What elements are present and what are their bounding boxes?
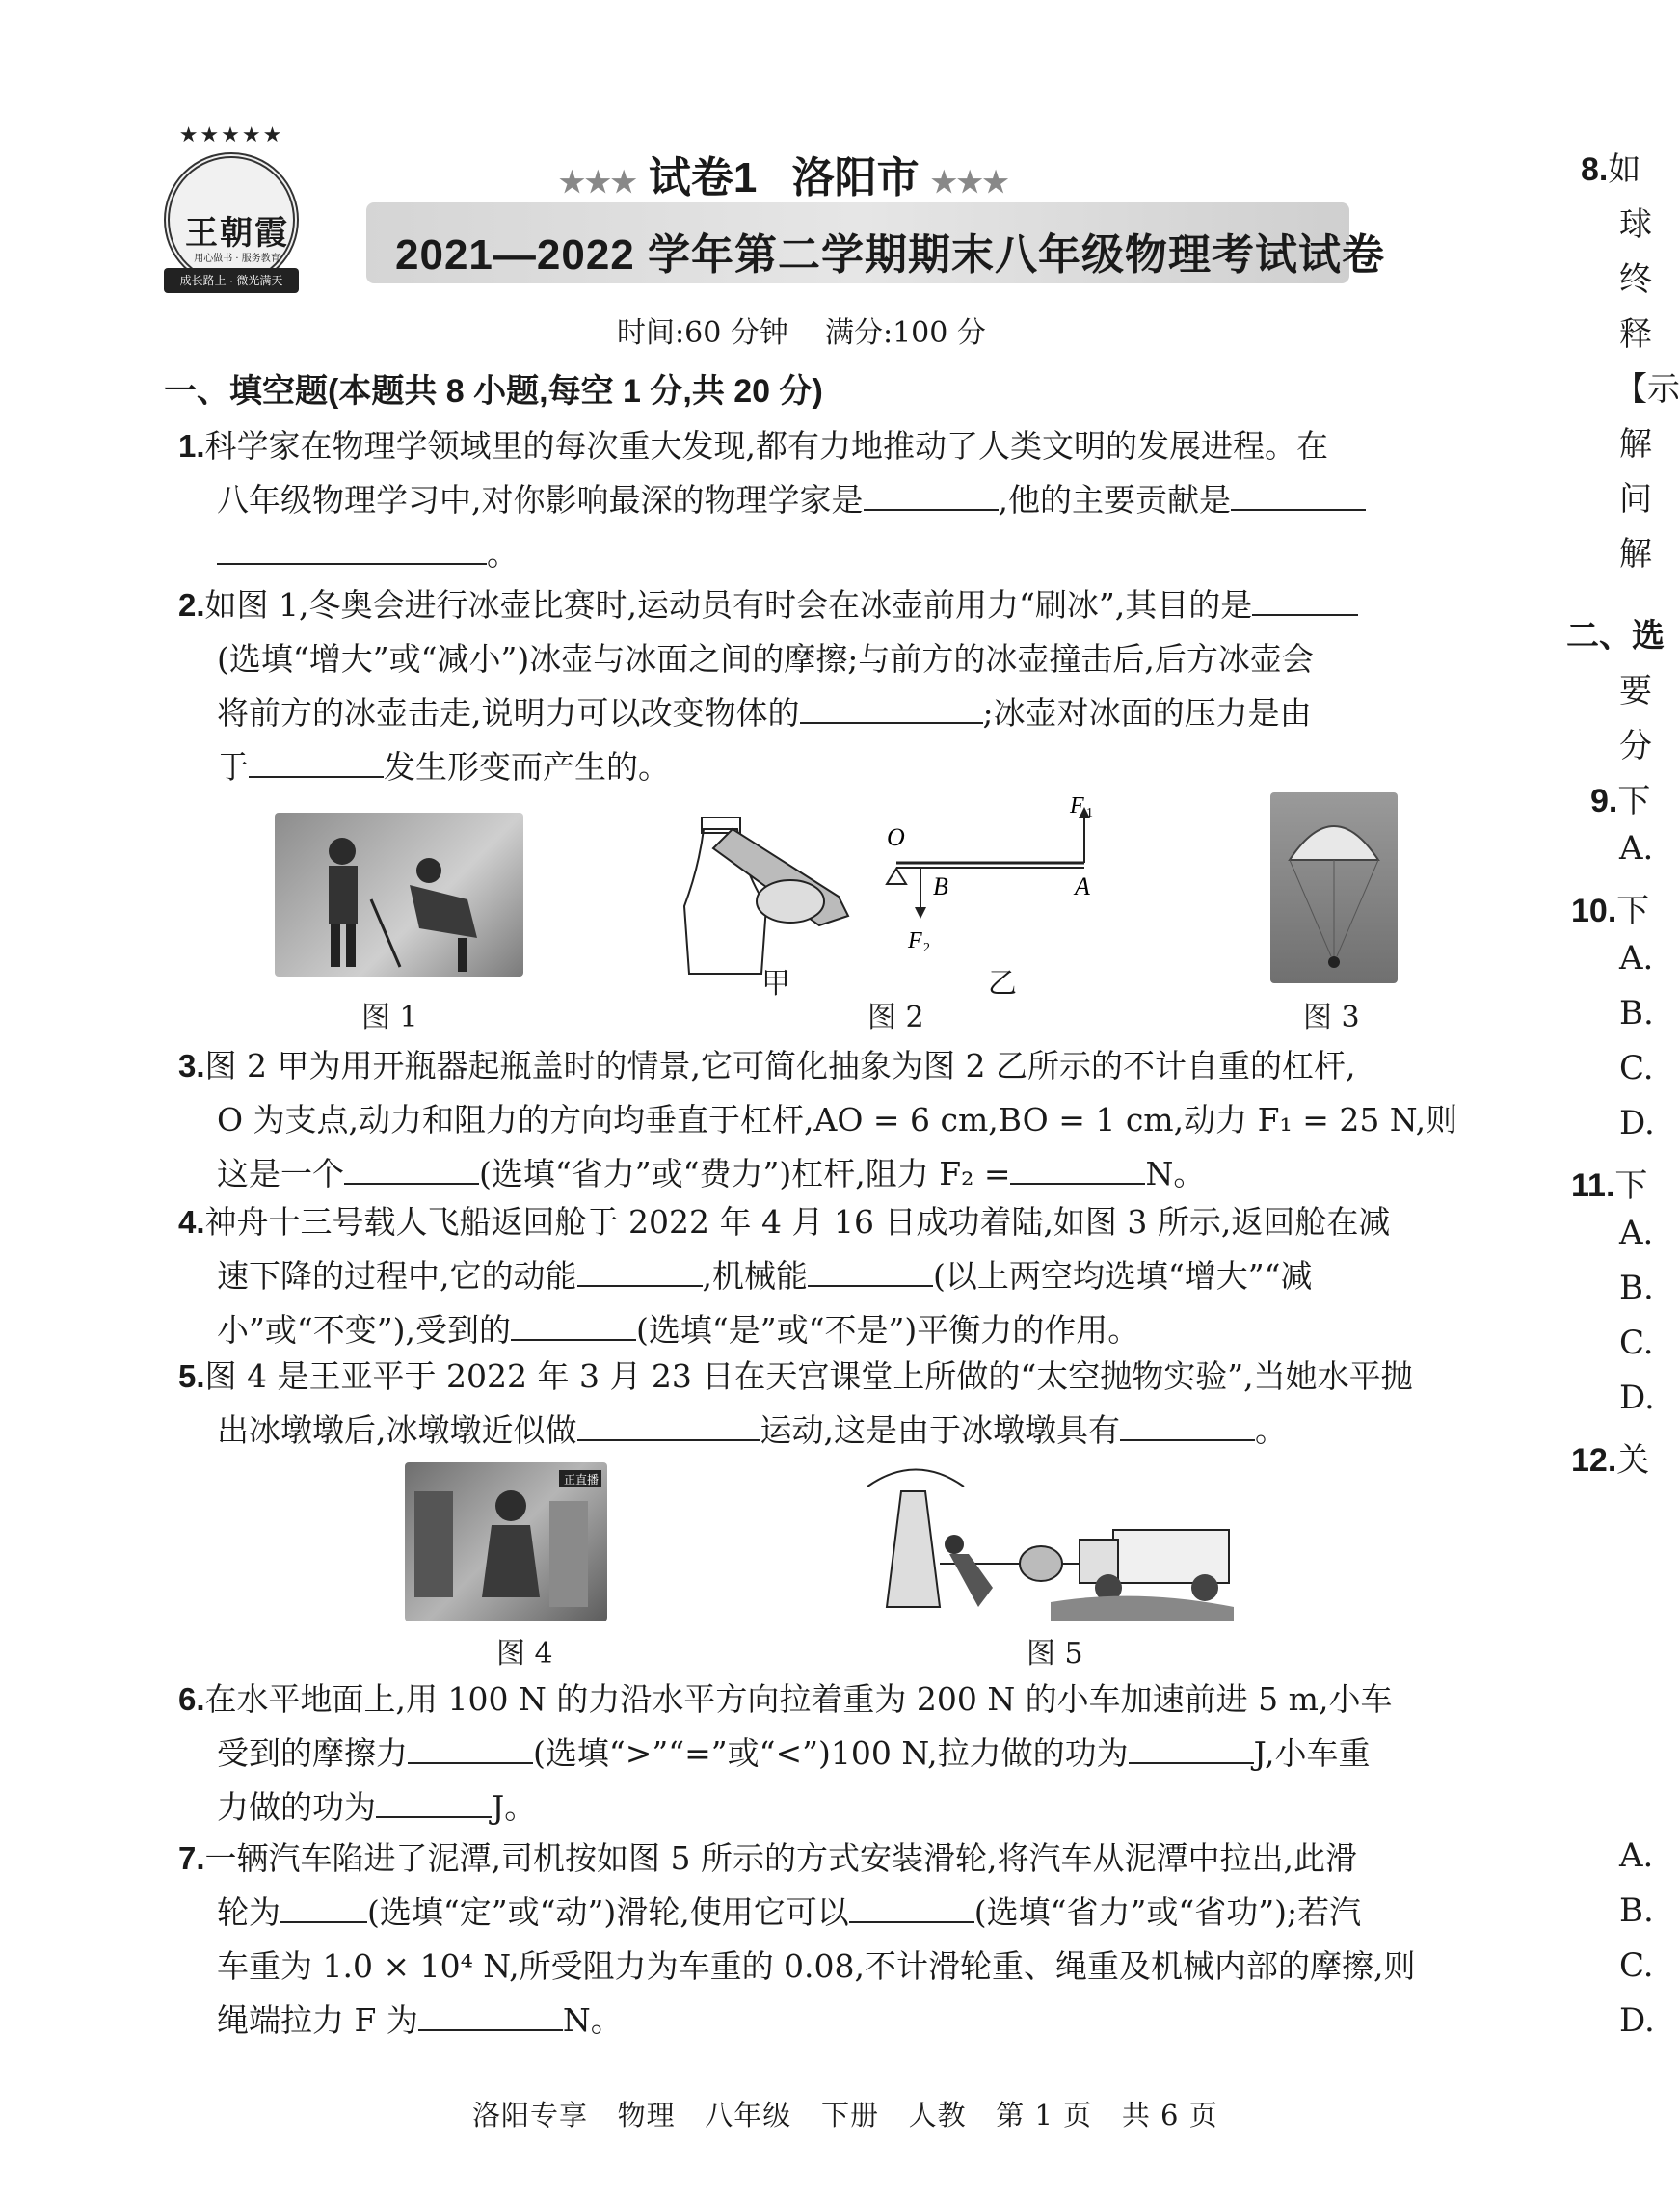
lever-label-b: B bbox=[933, 872, 948, 900]
answer-blank[interactable] bbox=[800, 695, 983, 724]
question-text: (选填“省力”或“费力”)杠杆,阻力 F₂ = bbox=[479, 1155, 1011, 1192]
right-line: 问 bbox=[1619, 480, 1652, 519]
answer-blank[interactable] bbox=[344, 1156, 479, 1185]
question-text: 。 bbox=[1255, 1411, 1287, 1449]
right-q11 bbox=[1571, 1159, 1647, 1206]
question-text: O 为支点,动力和阻力的方向均垂直于杠杆,AO = 6 cm,BO = 1 cm,动力 F₁ = 25 N,则 bbox=[217, 1101, 1458, 1139]
logo-stars: ★★★★★ bbox=[178, 123, 284, 147]
question-3 bbox=[178, 1039, 1460, 1201]
answer-blank[interactable] bbox=[249, 749, 384, 778]
exam-time-info: 时间:60 分钟 满分:100 分 bbox=[617, 316, 986, 350]
lever-label-f1: F bbox=[1070, 793, 1084, 818]
right-option: D. bbox=[1619, 1104, 1655, 1142]
right-option: A. bbox=[1619, 1214, 1654, 1252]
answer-blank[interactable] bbox=[511, 1312, 636, 1341]
answer-blank[interactable] bbox=[1252, 587, 1358, 616]
question-text: 轮为 bbox=[217, 1893, 280, 1931]
answer-blank[interactable] bbox=[1010, 1156, 1145, 1185]
question-text: ,他的主要贡献是 bbox=[998, 481, 1231, 519]
right-line: 终 bbox=[1619, 260, 1652, 299]
right-line: 球 bbox=[1619, 205, 1652, 244]
question-text: 下 bbox=[1617, 782, 1651, 820]
question-number: 5. bbox=[178, 1358, 205, 1394]
question-number: 3. bbox=[178, 1048, 205, 1084]
answer-blank[interactable] bbox=[376, 1789, 492, 1818]
page-footer: 洛阳专享 物理 八年级 下册 人教 第 1 页 共 6 页 bbox=[472, 2099, 1218, 2131]
right-option: B. bbox=[1619, 994, 1654, 1032]
question-number: 12. bbox=[1571, 1442, 1617, 1479]
right-option: C. bbox=[1619, 1049, 1654, 1087]
paper-city: 洛阳市 bbox=[791, 154, 920, 201]
question-5 bbox=[178, 1350, 1460, 1458]
question-text: 一辆汽车陷进了泥潭,司机按如图 5 所示的方式安装滑轮,将汽车从泥潭中拉出,此滑 bbox=[204, 1839, 1357, 1877]
question-2 bbox=[178, 578, 1460, 794]
question-text: (选填“增大”或“减小”)冰壶与冰面之间的摩擦;与前方的冰壶撞击后,后方冰壶会 bbox=[217, 640, 1314, 678]
figure-2-caption: 图 2 bbox=[867, 1001, 924, 1034]
question-text: 。 bbox=[487, 535, 519, 573]
question-number: 4. bbox=[178, 1204, 205, 1240]
question-text: 图 2 甲为用开瓶器起瓶盖时的情景,它可简化抽象为图 2 乙所示的不计自重的杠杆, bbox=[204, 1047, 1356, 1085]
question-7 bbox=[178, 1832, 1460, 2048]
figure-3-parachute-photo bbox=[1270, 792, 1398, 983]
right-section-2: 二、选 bbox=[1566, 618, 1665, 655]
figure-5-caption: 图 5 bbox=[1027, 1637, 1083, 1671]
answer-blank[interactable] bbox=[1120, 1412, 1255, 1441]
logo-name: 王朝霞 bbox=[185, 214, 289, 253]
question-text: (选填“是”或“不是”)平衡力的作用。 bbox=[635, 1311, 1140, 1349]
right-option: D. bbox=[1619, 1379, 1655, 1417]
question-text: (选填“定”或“动”)滑轮,使用它可以 bbox=[367, 1893, 849, 1931]
question-6 bbox=[178, 1673, 1460, 1835]
question-1 bbox=[178, 419, 1460, 581]
section-title-fill-blank: 一、填空题(本题共 8 小题,每空 1 分,共 20 分) bbox=[164, 373, 823, 410]
answer-blank[interactable] bbox=[577, 1258, 703, 1287]
question-text: 在水平地面上,用 100 N 的力沿水平方向拉着重为 200 N 的小车加速前进 5 m,小车 bbox=[204, 1680, 1393, 1718]
logo-slogan: 用心做书 · 服务教育 bbox=[194, 254, 280, 264]
question-number: 7. bbox=[178, 1840, 205, 1876]
lever-label-f1-sub: 1 bbox=[1086, 806, 1093, 820]
question-text: J,小车重 bbox=[1253, 1734, 1371, 1772]
figure-2-bottle-opener bbox=[675, 810, 867, 983]
question-text: 于 bbox=[217, 748, 249, 786]
right-line: 要 bbox=[1619, 672, 1652, 710]
question-text: 关 bbox=[1616, 1441, 1650, 1480]
answer-blank[interactable] bbox=[418, 2002, 563, 2031]
question-number: 10. bbox=[1571, 893, 1617, 929]
answer-blank[interactable] bbox=[808, 1258, 933, 1287]
answer-blank[interactable] bbox=[577, 1412, 760, 1441]
figure-1-caption: 图 1 bbox=[361, 1001, 418, 1034]
right-option: C. bbox=[1619, 1946, 1654, 1985]
question-text: 如 bbox=[1608, 150, 1641, 189]
paper-label: 试卷1 bbox=[648, 154, 758, 201]
question-text: 小”或“不变”),受到的 bbox=[217, 1311, 511, 1349]
question-text: 如图 1,冬奥会进行冰壶比赛时,运动员有时会在冰壶前用力“刷冰”,其目的是 bbox=[204, 586, 1253, 624]
right-line: 解 bbox=[1619, 535, 1652, 574]
publisher-logo bbox=[145, 123, 318, 297]
right-line: 【示 bbox=[1614, 370, 1680, 409]
astronaut-icon bbox=[405, 1462, 607, 1621]
right-q12 bbox=[1571, 1433, 1649, 1481]
question-number: 2. bbox=[178, 587, 205, 623]
question-text: 发生形变而产生的。 bbox=[384, 748, 670, 786]
figure-4-caption: 图 4 bbox=[496, 1637, 553, 1671]
right-option: A. bbox=[1619, 829, 1654, 868]
star-icon: ★★★ bbox=[559, 167, 637, 199]
answer-blank[interactable] bbox=[864, 482, 999, 511]
question-number: 8. bbox=[1581, 151, 1609, 188]
question-text: 速下降的过程中,它的动能 bbox=[217, 1257, 577, 1295]
question-4 bbox=[178, 1195, 1460, 1357]
right-q9 bbox=[1590, 774, 1650, 821]
question-text: 将前方的冰壶击走,说明力可以改变物体的 bbox=[217, 694, 800, 732]
right-line: 释 bbox=[1619, 315, 1652, 354]
lever-label-o: O bbox=[887, 823, 905, 851]
right-option: D. bbox=[1619, 2001, 1655, 2040]
question-text: (选填“省力”或“省功”);若汽 bbox=[973, 1893, 1362, 1931]
lever-label-f2-sub: 2 bbox=[923, 941, 930, 955]
lever-label-a: A bbox=[1075, 872, 1090, 900]
question-text: 科学家在物理学领域里的每次重大发现,都有力地推动了人类文明的发展进程。在 bbox=[204, 427, 1329, 465]
answer-blank[interactable] bbox=[849, 1894, 974, 1923]
question-text: ,机械能 bbox=[702, 1257, 808, 1295]
parachute-icon bbox=[1270, 792, 1398, 983]
pulley-car-diagram bbox=[848, 1462, 1243, 1624]
answer-blank[interactable] bbox=[1231, 482, 1366, 511]
tv-badge: 正直播 bbox=[564, 1473, 600, 1487]
question-number: 1. bbox=[178, 428, 205, 464]
right-option: B. bbox=[1619, 1891, 1654, 1930]
question-text: 受到的摩擦力 bbox=[217, 1734, 408, 1772]
question-text: (选填“>”“=”或“<”)100 N,拉力做的功为 bbox=[533, 1734, 1129, 1772]
question-number: 6. bbox=[178, 1681, 205, 1717]
right-option: A. bbox=[1619, 1836, 1654, 1875]
question-text: 下 bbox=[1616, 892, 1650, 930]
figure-2-lever-diagram bbox=[877, 795, 1118, 959]
right-q8-number bbox=[1581, 143, 1640, 190]
figure-4-space-station-photo bbox=[405, 1462, 607, 1621]
curling-icon bbox=[275, 813, 523, 977]
question-number: 9. bbox=[1590, 783, 1618, 819]
question-text: 出冰墩墩后,冰墩墩近似做 bbox=[217, 1411, 577, 1449]
figure-2-jia-label: 甲 bbox=[761, 967, 790, 1001]
answer-blank[interactable] bbox=[408, 1735, 533, 1764]
question-text: 八年级物理学习中,对你影响最深的物理学家是 bbox=[217, 481, 864, 519]
figure-1-curling-photo bbox=[275, 813, 523, 977]
figure-2-yi-label: 乙 bbox=[988, 967, 1017, 1001]
page-title: 2021—2022 学年第二学期期末八年级物理考试试卷 bbox=[395, 231, 1385, 279]
answer-blank[interactable] bbox=[280, 1894, 367, 1923]
question-text: (以上两空均选填“增大”“减 bbox=[933, 1257, 1313, 1295]
lever-label-f2: F bbox=[908, 928, 922, 953]
right-option: B. bbox=[1619, 1269, 1654, 1307]
right-line: 分 bbox=[1619, 727, 1652, 765]
paper-number bbox=[559, 143, 1009, 204]
right-option: C. bbox=[1619, 1324, 1654, 1362]
question-text: N。 bbox=[1145, 1155, 1206, 1192]
logo-badge bbox=[164, 152, 299, 287]
question-text: 图 4 是王亚平于 2022 年 3 月 23 日在天宫课堂上所做的“太空抛物实验”,当她水平抛 bbox=[204, 1357, 1413, 1395]
right-option: A. bbox=[1619, 939, 1654, 978]
question-text: 车重为 1.0 × 10⁴ N,所受阻力为车重的 0.08,不计滑轮重、绳重及机械内部的摩擦,则 bbox=[217, 1947, 1416, 1985]
question-text: ;冰壶对冰面的压力是由 bbox=[982, 694, 1312, 732]
question-number: 11. bbox=[1571, 1167, 1615, 1204]
question-text: 运动,这是由于冰墩墩具有 bbox=[760, 1411, 1120, 1449]
logo-ribbon: 成长路上 · 微光满天 bbox=[164, 268, 299, 293]
question-text: 绳端拉力 F 为 bbox=[217, 2001, 418, 2039]
right-line: 解 bbox=[1619, 425, 1652, 464]
answer-blank[interactable] bbox=[217, 536, 487, 565]
question-text: J。 bbox=[492, 1788, 537, 1826]
question-text: 这是一个 bbox=[217, 1155, 344, 1192]
question-text: 神舟十三号载人飞船返回舱于 2022 年 4 月 16 日成功着陆,如图 3 所示,返回舱在减 bbox=[204, 1203, 1391, 1241]
lever-diagram bbox=[877, 795, 1118, 959]
right-q10 bbox=[1571, 884, 1649, 931]
figure-5-pulley-car bbox=[848, 1462, 1243, 1624]
star-icon: ★★★ bbox=[930, 167, 1009, 199]
figure-3-caption: 图 3 bbox=[1303, 1001, 1360, 1034]
bottle-opener-icon bbox=[675, 810, 867, 983]
question-text: 下 bbox=[1614, 1166, 1648, 1205]
answer-blank[interactable] bbox=[1129, 1735, 1254, 1764]
question-text: 力做的功为 bbox=[217, 1788, 376, 1826]
question-text: N。 bbox=[562, 2001, 623, 2039]
